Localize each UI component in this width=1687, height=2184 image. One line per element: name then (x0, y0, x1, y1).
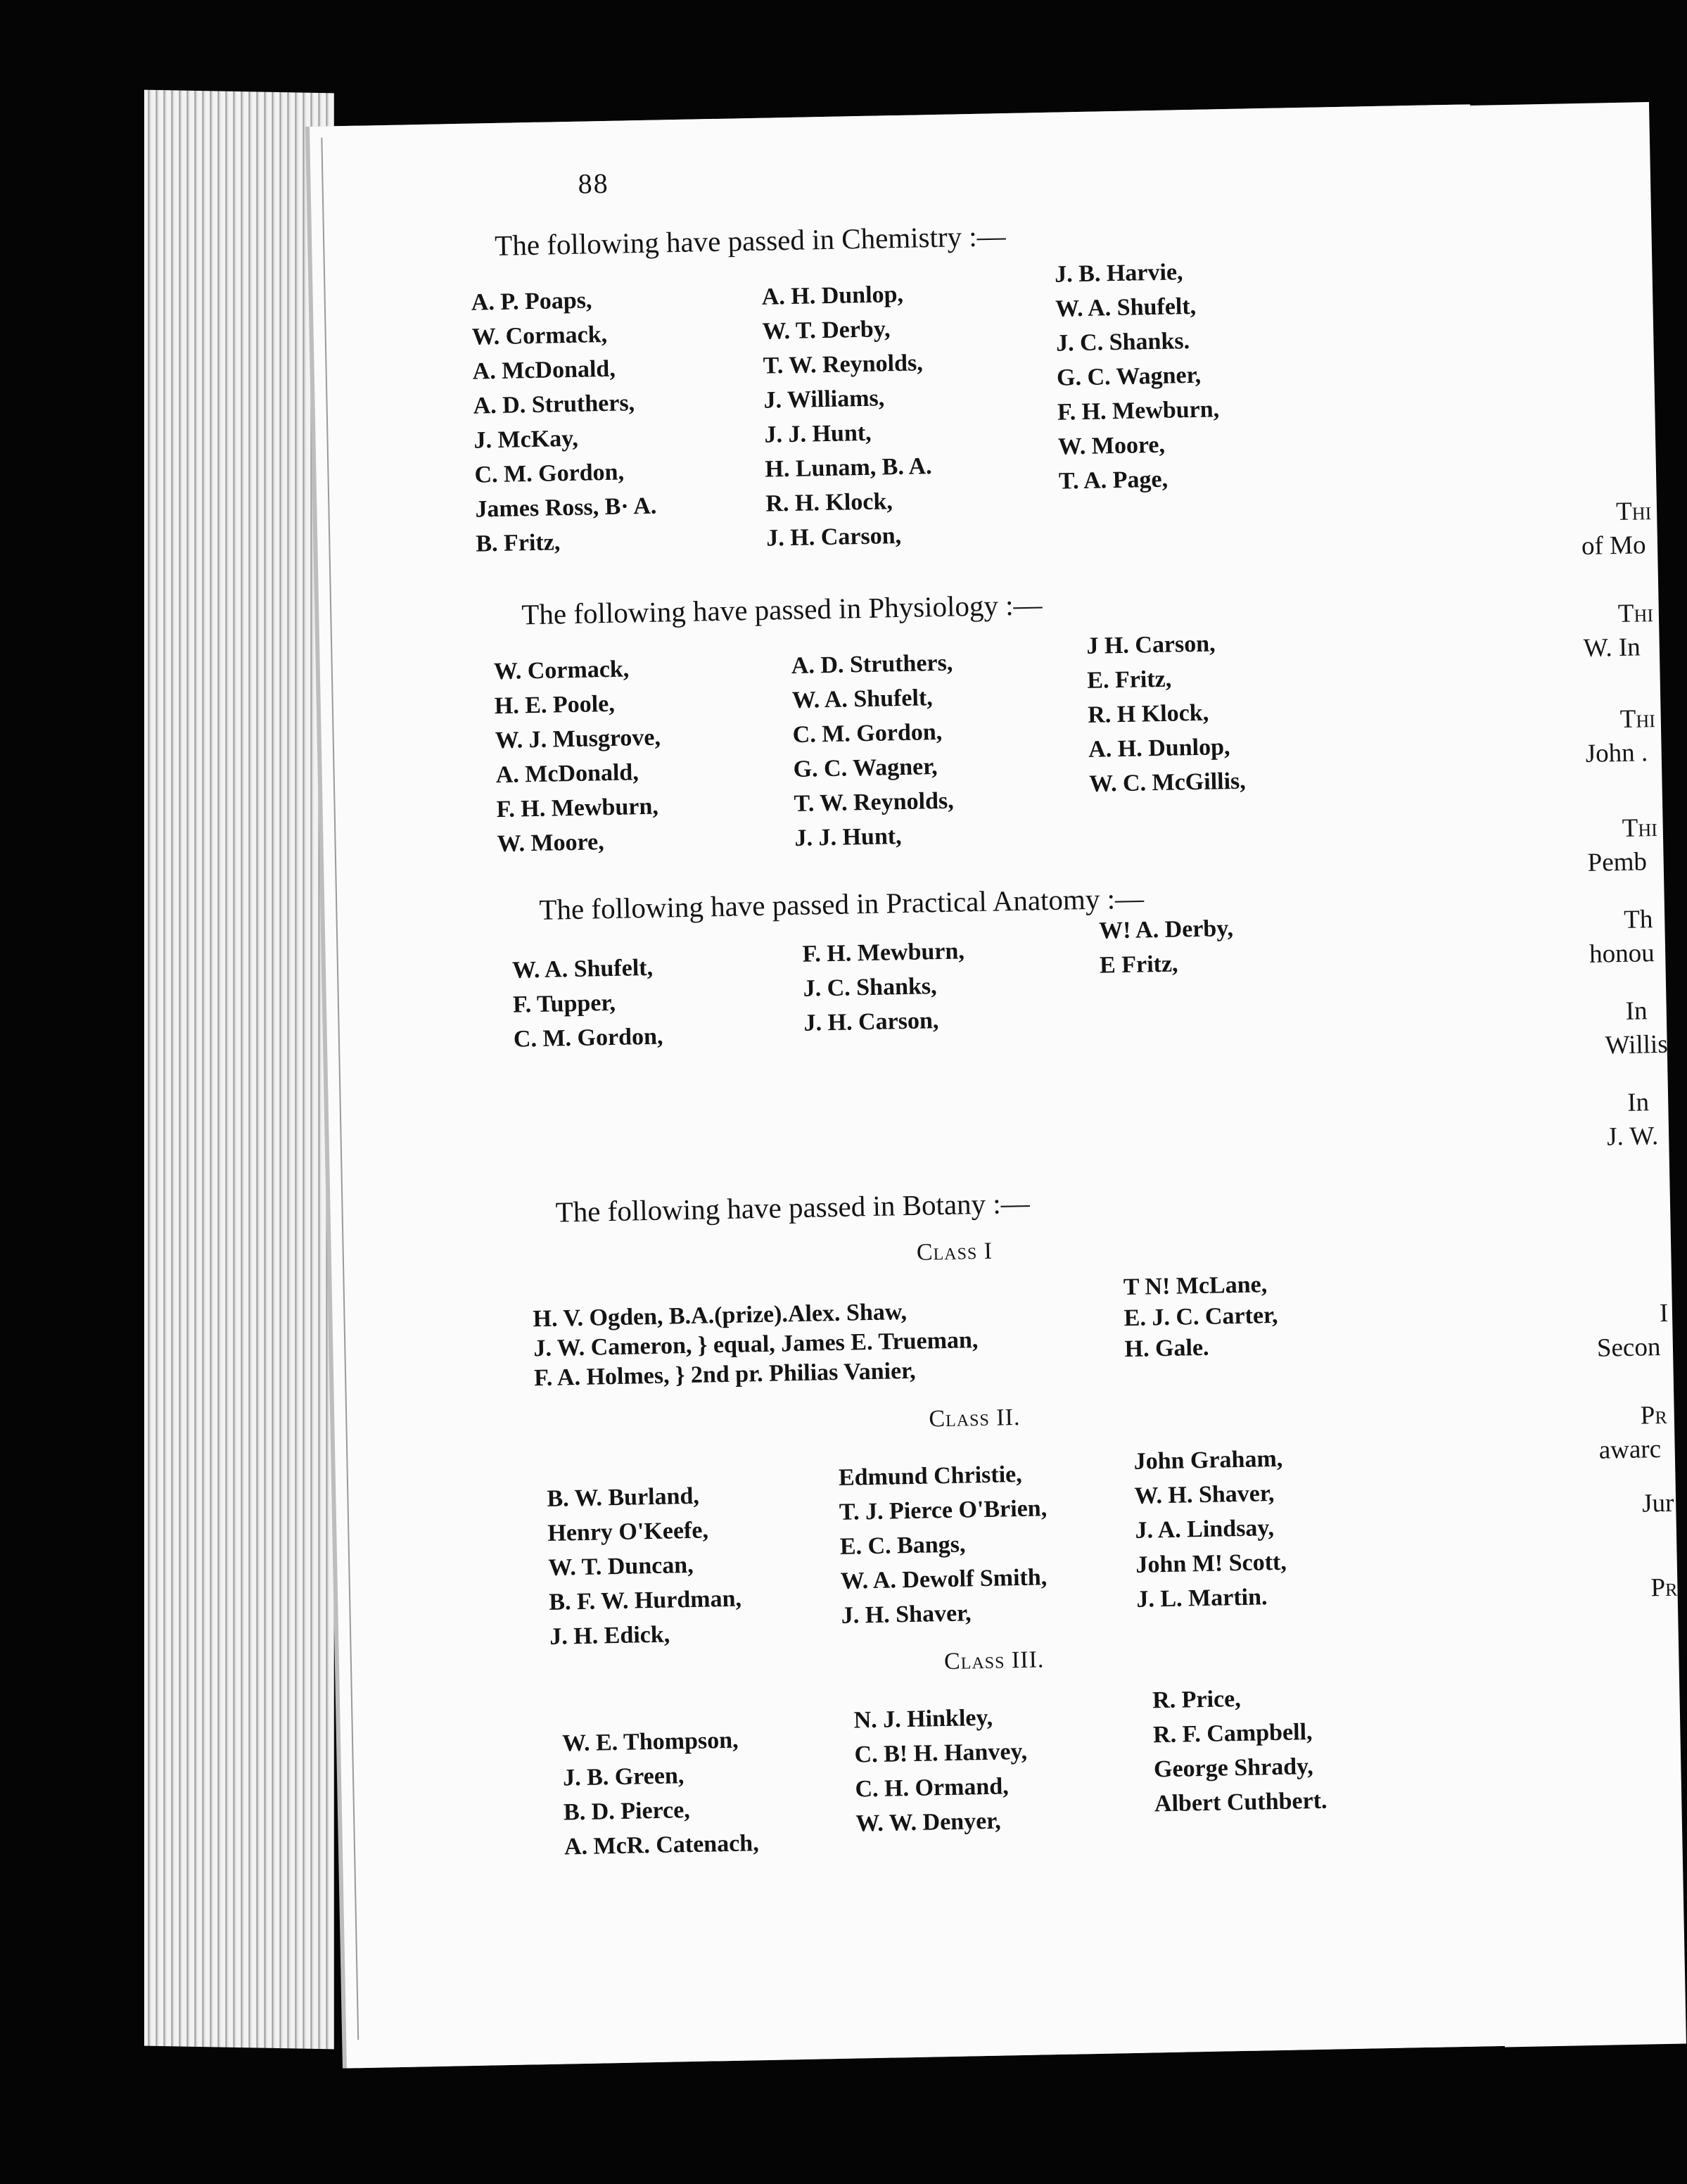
name-entry: J. C. Shanks, (803, 973, 937, 1002)
name-entry: F. H. Mewburn, (1057, 396, 1220, 426)
name-entry: J. B. Harvie, (1054, 259, 1183, 288)
name-entry: W. Cormack, (471, 321, 608, 350)
class-3-column-3 (1152, 1680, 1328, 1822)
name-entry: T. W. Reynolds, (763, 350, 924, 379)
name-entry: H. Lunam, B. A. (765, 453, 932, 483)
anatomy-column-1 (512, 951, 663, 1057)
physiology-column-2 (791, 646, 956, 856)
name-entry: W! A. Derby, (1098, 915, 1234, 944)
name-entry: C. B! H. Hanvey, (854, 1738, 1028, 1768)
name-entry: A. McDonald, (472, 355, 616, 385)
name-entry: W. Moore, (497, 829, 604, 858)
facing-text-fragment: Jur (1641, 1488, 1674, 1518)
name-entry: H. Gale. (1124, 1334, 1209, 1363)
facing-text-fragment: Thi (1615, 497, 1652, 527)
facing-text-fragment: J. W. (1606, 1122, 1659, 1152)
name-entry: R. F. Campbell, (1152, 1719, 1313, 1748)
name-entry: J. J. Hunt, (764, 419, 872, 448)
name-entry: W. T. Derby, (762, 316, 891, 345)
name-entry: James Ross, B· A. (475, 493, 657, 523)
class-1-line: H. V. Ogden, B.A.(prize).Alex. Shaw, (533, 1299, 908, 1333)
name-entry: C. M. Gordon, (792, 718, 943, 748)
facing-text-fragment: I (1659, 1298, 1669, 1328)
name-entry: H. E. Poole, (494, 690, 616, 720)
name-entry: C. M. Gordon, (474, 459, 625, 488)
name-entry: E. J. C. Carter, (1123, 1302, 1278, 1332)
class-2-column-2 (839, 1456, 1050, 1633)
name-entry: Henry O'Keefe, (547, 1517, 709, 1547)
name-entry: J. J. Hunt, (794, 823, 902, 851)
facing-text-fragment: W. In (1583, 633, 1641, 663)
name-entry: J. H. Carson, (765, 522, 902, 552)
name-entry: W. E. Thompson, (561, 1727, 739, 1757)
class-1-line: J. W. Cameron, } equal, James E. Trueman, (533, 1327, 979, 1362)
class-3-heading: Class III. (943, 1646, 1045, 1675)
name-entry: E. C. Bangs, (839, 1531, 966, 1560)
name-entry: John M! Scott, (1135, 1549, 1287, 1578)
facing-text-fragment: Secon (1596, 1333, 1661, 1363)
class-2-column-1 (547, 1478, 742, 1654)
facing-text-fragment: Th (1623, 905, 1653, 934)
facing-text-fragment: In (1625, 996, 1648, 1026)
name-entry: W. J. Musgrove, (495, 724, 661, 754)
name-entry: B. Fritz, (476, 529, 561, 557)
name-entry: J. A. Lindsay, (1135, 1515, 1275, 1544)
name-entry: E. Fritz, (1086, 666, 1172, 694)
name-entry: W. A. Dewolf Smith, (840, 1564, 1048, 1594)
name-entry: W. H. Shaver, (1134, 1480, 1275, 1509)
anatomy-column-3 (1099, 911, 1235, 983)
anatomy-heading: The following have passed in Practical Anatomy :— (538, 882, 1145, 926)
class-3-column-1 (562, 1722, 759, 1864)
name-entry: J. B. Green, (562, 1763, 685, 1791)
facing-text-fragment: In (1626, 1088, 1650, 1117)
class-1-entries (533, 1296, 979, 1393)
name-entry: W. Moore, (1057, 431, 1166, 460)
name-entry: R. H. Klock, (765, 488, 893, 517)
botany-heading: The following have passed in Botany :— (555, 1186, 1031, 1228)
facing-text-fragment: Thi (1622, 813, 1658, 843)
facing-text-fragment: Pr (1640, 1400, 1668, 1430)
name-entry: J. H. Shaver, (841, 1600, 972, 1629)
name-entry: B. W. Burland, (547, 1483, 700, 1512)
name-entry: A. McR. Catenach, (564, 1830, 759, 1860)
facing-text-fragment: Pr (1650, 1573, 1678, 1603)
name-entry: B. D. Pierce, (563, 1797, 691, 1826)
name-entry: G. C. Wagner, (1056, 362, 1202, 391)
class-1-heading: Class I (916, 1238, 993, 1266)
name-entry: G. C. Wagner, (793, 754, 938, 782)
anatomy-column-2 (802, 934, 966, 1040)
name-entry: W. Cormack, (493, 656, 630, 685)
facing-text-fragment: Pemb (1587, 847, 1648, 877)
chemistry-column-2 (761, 277, 934, 555)
facing-text-fragment: awarc (1598, 1435, 1662, 1465)
class-1-column-3 (1123, 1269, 1278, 1365)
facing-text-fragment: Thi (1617, 599, 1654, 629)
name-entry: T N! McLane, (1123, 1271, 1268, 1301)
name-entry: T. A. Page, (1058, 466, 1169, 495)
chemistry-column-3 (1055, 254, 1221, 498)
name-entry: J. L. Martin. (1136, 1584, 1268, 1613)
name-entry: E Fritz, (1099, 951, 1178, 979)
facing-text-fragment: Thi (1619, 704, 1656, 734)
facing-text-fragment: honou (1589, 939, 1655, 969)
page-number: 88 (578, 167, 610, 200)
name-entry: C. H. Ormand, (855, 1773, 1010, 1803)
facing-text-fragment: John . (1585, 738, 1648, 768)
name-entry: John Graham, (1133, 1445, 1283, 1475)
name-entry: J. H. Edick, (549, 1621, 670, 1650)
class-3-column-2 (853, 1700, 1029, 1841)
name-entry: J. H. Carson, (803, 1008, 939, 1036)
name-entry: F. H. Mewburn, (496, 793, 659, 823)
physiology-heading: The following have passed in Physiology :— (521, 588, 1043, 631)
name-entry: A. H. Dunlop, (761, 281, 904, 310)
name-entry: T. J. Pierce O'Brien, (839, 1495, 1048, 1525)
document-page (310, 104, 1508, 2068)
name-entry: George Shrady, (1153, 1753, 1314, 1783)
name-entry: R. Price, (1152, 1686, 1242, 1714)
name-entry: J. Williams, (763, 385, 885, 414)
name-entry: C. M. Gordon, (513, 1023, 663, 1053)
name-entry: Edmund Christie, (838, 1461, 1023, 1491)
physiology-column-3 (1086, 626, 1246, 801)
chemistry-heading: The following have passed in Chemistry :— (494, 220, 1007, 262)
name-entry: N. J. Hinkley, (853, 1704, 993, 1734)
name-entry: J H. Carson, (1086, 630, 1216, 659)
name-entry: F. Tupper, (512, 989, 616, 1018)
name-entry: A. D. Struthers, (473, 390, 635, 419)
name-entry: B. F. W. Hurdman, (548, 1585, 742, 1615)
name-entry: W. A. Shufelt, (1055, 293, 1197, 322)
name-entry: W. A. Shufelt, (511, 954, 654, 984)
name-entry: A. McDonald, (495, 759, 639, 789)
name-entry: T. W. Reynolds, (794, 787, 954, 817)
name-entry: J. C. Shanks. (1055, 328, 1190, 357)
name-entry: R. H Klock, (1087, 699, 1209, 728)
class-1-line: F. A. Holmes, } 2nd pr. Philias Vanier, (533, 1357, 916, 1392)
name-entry: F. H. Mewburn, (802, 938, 965, 967)
name-entry: W. C. McGillis, (1088, 768, 1247, 797)
name-entry: W. A. Shufelt, (791, 685, 934, 713)
class-2-heading: Class II. (929, 1404, 1021, 1433)
physiology-column-1 (493, 652, 663, 861)
name-entry: A. P. Poaps, (471, 287, 592, 316)
name-entry: Albert Cuthbert. (1154, 1787, 1328, 1817)
name-entry: A. D. Struthers, (791, 649, 953, 679)
class-2-column-3 (1133, 1442, 1287, 1617)
name-entry: J. McKay, (473, 425, 579, 454)
facing-text-fragment: of Mo (1581, 531, 1646, 561)
name-entry: W. T. Duncan, (548, 1551, 694, 1581)
name-entry: A. H. Dunlop, (1088, 734, 1230, 763)
chemistry-column-1 (471, 282, 657, 561)
name-entry: W. W. Denyer, (855, 1808, 1002, 1837)
facing-text-fragment: Willis (1605, 1029, 1669, 1060)
